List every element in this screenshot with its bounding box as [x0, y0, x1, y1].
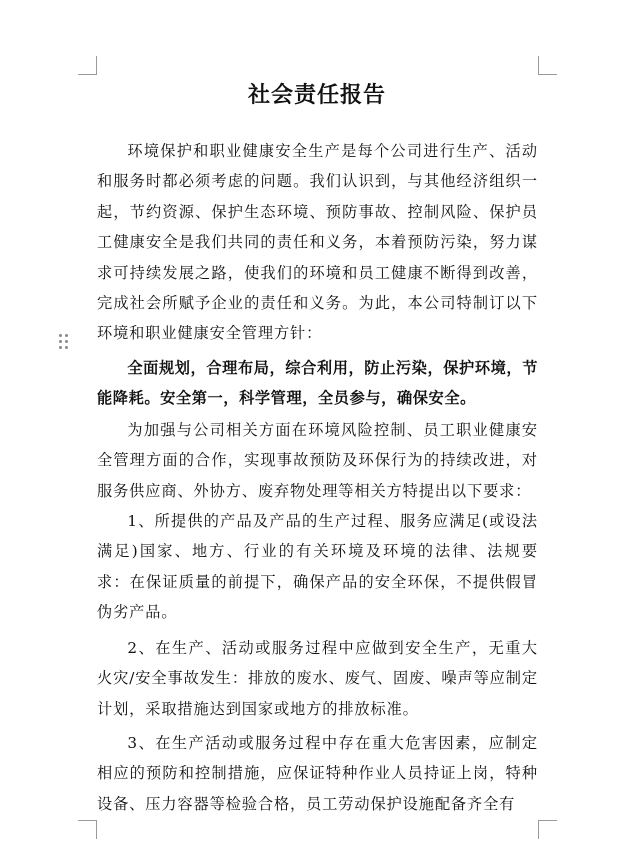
requirement-3-paragraph: 3、在生产活动或服务过程中存在重大危害因素，应制定相应的预防和控制措施，应保证特种作业人员持证上岗，特种设备、压力容器等检验合格，员工劳动保护设施配备齐全有 [97, 734, 538, 813]
top-right-margin-mark [538, 56, 557, 75]
paragraph-drag-handle-icon[interactable] [59, 334, 69, 350]
requirement-2-paragraph: 2、在生产、活动或服务过程中应做到安全生产，无重大火灾/安全事故发生：排放的废水、废气、固废、噪声等应制定计划，采取措施达到国家或地方的排放标准。 [97, 639, 538, 718]
bottom-right-margin-mark [538, 820, 557, 839]
requirements-intro-paragraph: 为加强与公司相关方面在环境风险控制、员工职业健康安全管理方面的合作，实现事故预防及环保行为的持续改进，对服务供应商、外协方、废弃物处理等相关方特提出以下要求： [97, 421, 538, 500]
policy-statement-paragraph: 全面规划，合理布局，综合利用，防止污染，保护环境，节能降耗。安全第一，科学管理，全员参与，确保安全。 [97, 359, 538, 408]
document-title: 社会责任报告 [247, 82, 386, 108]
requirement-1-paragraph: 1、所提供的产品及产品的生产过程、服务应满足(或设法满足)国家、地方、行业的有关环境及环境的法律、法规要求：在保证质量的前提下，确保产品的安全环保，不提供假冒伪劣产品。 [97, 512, 538, 622]
bottom-left-margin-mark [78, 820, 97, 839]
intro-paragraph: 环境保护和职业健康安全生产是每个公司进行生产、活动和服务时都必须考虑的问题。我们认识到，与其他经济组织一起，节约资源、保护生态环境、预防事故、控制风险、保护员工健康安全是我们共同的责任和义务，本着预防污染，努力谋求可持续发展之路，使我们的环境和员工健康不断得到改善，完成社会所赋予企业的责任和义务。为此，本公司特制订以下环境和职业健康安全管理方针： [97, 142, 538, 343]
top-left-margin-mark [78, 56, 97, 75]
